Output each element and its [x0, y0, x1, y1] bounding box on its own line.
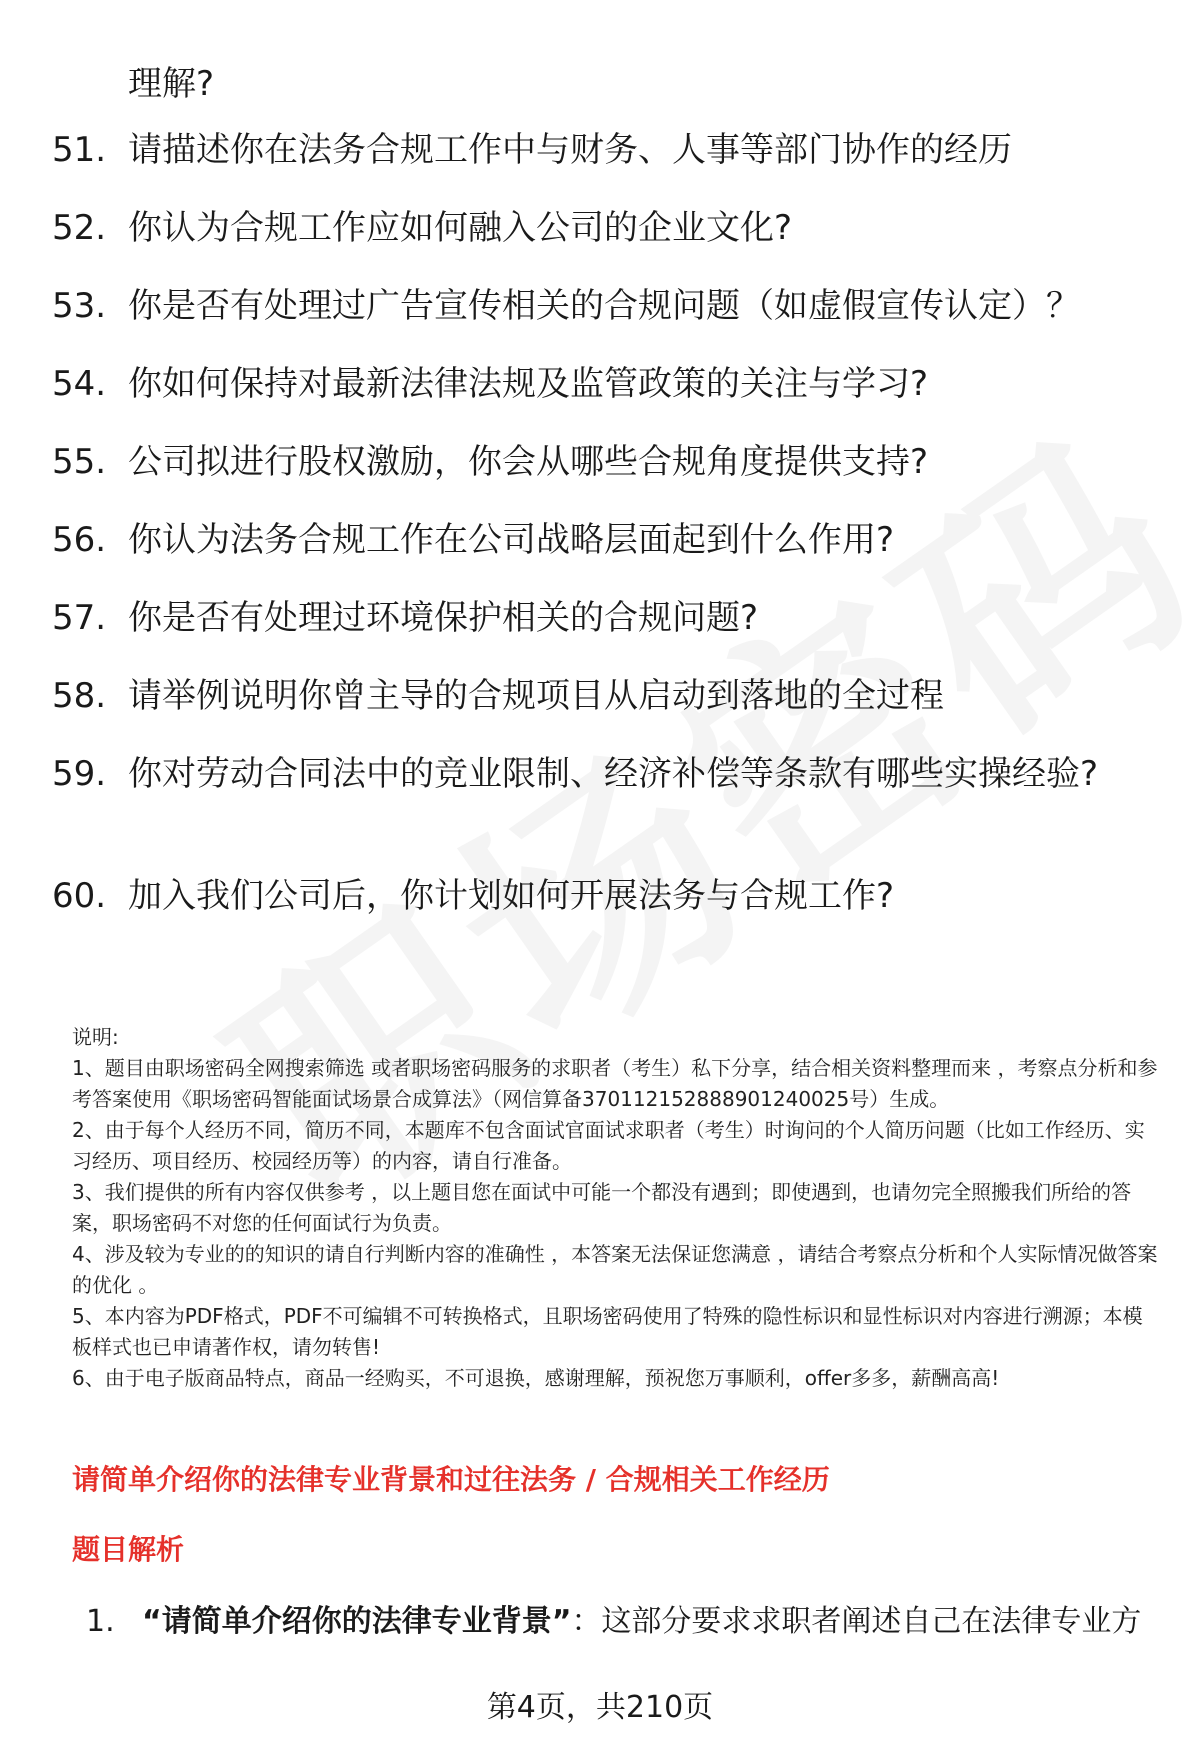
- question-number: 59.: [52, 754, 107, 794]
- question-text: 你是否有处理过广告宣传相关的合规问题（如虚假宣传认定）？: [128, 286, 1080, 326]
- note-item: 4、涉及较为专业的的知识的请自行判断内容的准确性 ，本答案无法保证您满意 ，请结合考察点分析和个人实际情况做答案的优化 。: [72, 1242, 1158, 1297]
- question-item: [52, 128, 1162, 172]
- question-item: [52, 752, 1162, 796]
- question-text: 加入我们公司后，你计划如何开展法务与合规工作?: [128, 876, 895, 916]
- question-item: [52, 284, 1162, 328]
- question-number: 54.: [52, 364, 107, 404]
- question-text: 公司拟进行股权激励，你会从哪些合规角度提供支持?: [128, 442, 929, 482]
- question-item: [52, 518, 1162, 562]
- question-number: 51.: [52, 130, 107, 170]
- note-item: 2、由于每个人经历不同，简历不同，本题库不包含面试官面试求职者（考生）时询问的个人简历问题（比如工作经历、实习经历、项目经历、校园经历等）的内容，请自行准备。: [72, 1118, 1145, 1173]
- notes-title: 说明:: [72, 1025, 119, 1049]
- question-number: 60.: [52, 876, 107, 916]
- analysis-text: ：这部分要求求职者阐述自己在法律专业方: [571, 1604, 1142, 1639]
- question-text: 请举例说明你曾主导的合规项目从启动到落地的全过程: [128, 676, 944, 716]
- question-item: [52, 596, 1162, 640]
- analysis-item: [86, 1602, 1166, 1642]
- question-text: 你认为合规工作应如何融入公司的企业文化?: [128, 208, 793, 248]
- question-text: 请描述你在法务合规工作中与财务、人事等部门协作的经历: [128, 130, 1012, 170]
- analysis-title: 题目解析: [72, 1533, 185, 1566]
- question-number: 55.: [52, 442, 107, 482]
- note-item: 5、本内容为PDF格式，PDF不可编辑不可转换格式，且职场密码使用了特殊的隐性标识和显性标识对内容进行溯源；本模板样式也已申请著作权，请勿转售!: [72, 1304, 1143, 1359]
- note-item: 1、题目由职场密码全网搜索筛选 或者职场密码服务的求职者（考生）私下分享，结合相关资料整理而来 ，考察点分析和参考答案使用《职场密码智能面试场景合成算法》（网信算备370112152888901240025号）生成。: [72, 1056, 1158, 1111]
- question-number: 57.: [52, 598, 107, 638]
- question-text: 你是否有处理过环境保护相关的合规问题?: [128, 598, 759, 638]
- previous-question-continuation: 理解?: [128, 64, 215, 104]
- question-item: [52, 440, 1162, 484]
- page-footer: 第4页，共210页: [486, 1690, 714, 1725]
- question-item: [52, 362, 1162, 406]
- question-item: [52, 674, 1162, 718]
- question-text: 你认为法务合规工作在公司战略层面起到什么作用?: [128, 520, 895, 560]
- question-number: 52.: [52, 208, 107, 248]
- question-item: [52, 206, 1162, 250]
- analysis-number: 1.: [86, 1604, 115, 1639]
- question-number: 58.: [52, 676, 107, 716]
- notes-block: [72, 1022, 1162, 1394]
- analysis-bold-phrase: “请简单介绍你的法律专业背景”: [142, 1604, 572, 1639]
- question-item: [52, 874, 1162, 918]
- note-item: 3、我们提供的所有内容仅供参考 ，以上题目您在面试中可能一个都没有遇到；即使遇到，也请勿完全照搬我们所给的答案，职场密码不对您的任何面试行为负责。: [72, 1180, 1132, 1235]
- question-number: 53.: [52, 286, 107, 326]
- section-title: 请简单介绍你的法律专业背景和过往法务 / 合规相关工作经历: [72, 1463, 830, 1496]
- note-item: 6、由于电子版商品特点，商品一经购买，不可退换，感谢理解，预祝您万事顺利，offer多多，薪酬高高!: [72, 1366, 1000, 1390]
- question-text: 你如何保持对最新法律法规及监管政策的关注与学习?: [128, 364, 929, 404]
- question-number: 56.: [52, 520, 107, 560]
- question-text: 你对劳动合同法中的竞业限制、经济补偿等条款有哪些实操经验?: [128, 754, 1099, 794]
- analysis-content: [142, 1602, 1141, 1642]
